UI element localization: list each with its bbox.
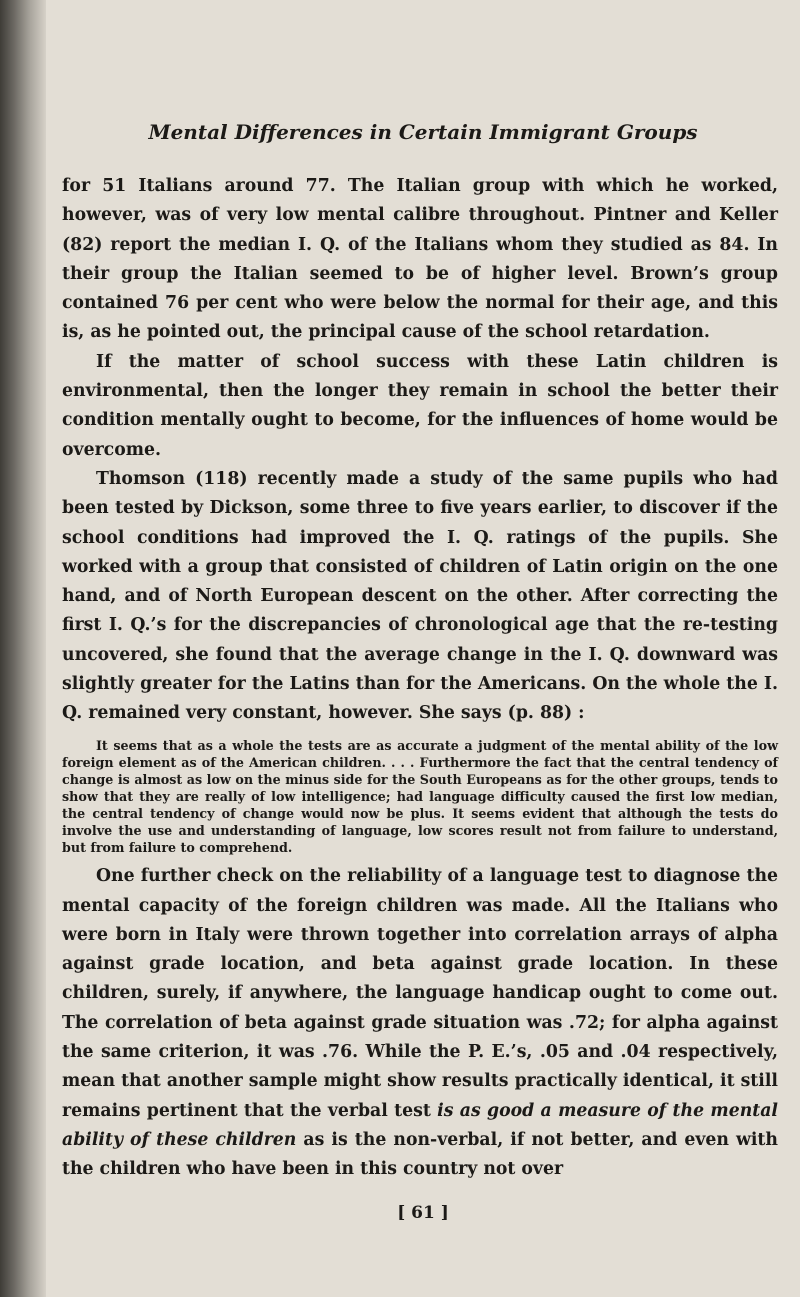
body-text	[62, 172, 778, 1185]
block-quote: It seems that as a whole the tests are as accurate a judgment of the mental ability of the low foreign element as of the American children. . . . Furthermore the fact that the central tendency of change is almost as low on the minus side for the South Europeans as for the other groups, tends to show that they are really of low intelligence; had language difficulty caused the first low median, the central tendency of change would now be plus. It seems evident that although the tests do involve the use and understanding of language, low scores result not from failure to understand, but from failure to comprehend.	[62, 737, 778, 856]
paragraph-text: One further check on the reliability of a language test to diagnose the mental capacity of the foreign children was made. All the Italians who were born in Italy were thrown together into correlation arrays of alpha against grade location, and beta against grade location. In these children, surely, if anywhere, the language handicap ought to come out. The correlation of beta against grade situation was .72; for alpha against the same criterion, it was .76. While the P. E.’s, .05 and .04 respectively, mean that another sample might show results practically identical, it still remains pertinent that the verbal test	[62, 866, 778, 1121]
book-page	[46, 0, 800, 1297]
paragraph	[62, 862, 778, 1184]
running-head: Mental Differences in Certain Immigrant Groups	[148, 120, 698, 144]
paragraph-text: as is the non-verbal, if not better, and even with the children who have been in this country not over	[62, 1129, 778, 1180]
paragraph: If the matter of school success with these Latin children is environmental, then the longer they remain in school the better their condition mentally ought to become, for the influences of home would be overcome.	[62, 351, 778, 460]
book-spine-shadow	[0, 0, 46, 1297]
emphasized-text: is as good a measure of the mental ability of these children	[62, 1100, 778, 1150]
page-number: [ 61 ]	[397, 1203, 449, 1223]
paragraph: Thomson (118) recently made a study of the same pupils who had been tested by Dickson, some three to five years earlier, to discover if the school conditions had improved the I. Q. ratings of the pupils. She worked with a group that consisted of children of Latin origin on the one hand, and of North European descent on the other. After correcting the first I. Q.’s for the discrepancies of chronological age that the re-testing uncovered, she found that the average change in the I. Q. downward was slightly greater for the Latins than for the Americans. On the whole the I. Q. remained very constant, however. She says (p. 88) :	[62, 468, 778, 724]
paragraph: for 51 Italians around 77. The Italian group with which he worked, however, was of very low mental calibre throughout. Pintner and Keller (82) report the median I. Q. of the Italians whom they studied as 84. In their group the Italian seemed to be of higher level. Brown’s group contained 76 per cent who were below the normal for their age, and this is, as he pointed out, the principal cause of the school retardation.	[62, 176, 778, 343]
